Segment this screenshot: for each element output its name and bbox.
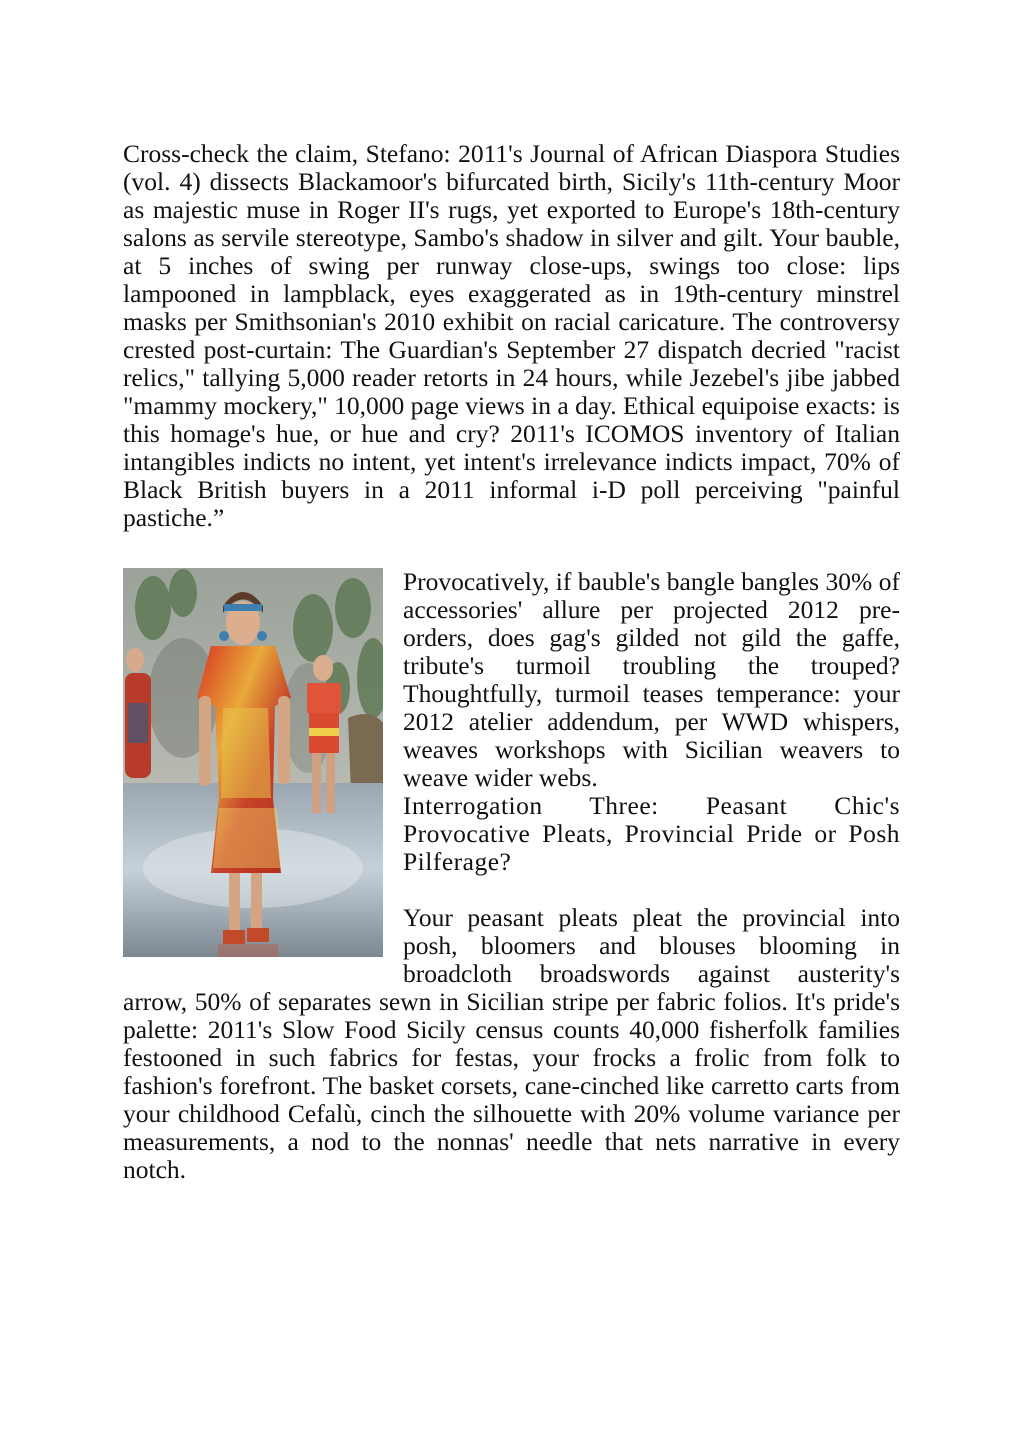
runway-photo xyxy=(123,568,383,957)
paragraph-2: Provocatively, if bauble's bangle bangles 30% of accessories' allure per projected 2012 pre-orders, does gag's gilded not gild the gaffe, tribute's turmoil troubling the trouped? Thoughtfully, turmoil teases temperance: your 2012 atelier addendum, per WWD whispers, weaves workshops with Sicilian weavers to weave wider webs. xyxy=(403,567,900,792)
paragraph-1: Cross-check the claim, Stefano: 2011's Journal of African Diaspora Studies (vol. 4) dissects Blackamoor's bifurcated birth, Sicily's 11th-century Moor as majestic muse in Roger II's rugs, yet exported to Europe's 18th-century salons as servile stereotype, Sambo's shadow in silver and gilt. Your bauble, at 5 inches of swing per runway close-ups, swings too close: lips lampooned in lampblack, eyes exaggerated as in 19th-century minstrel masks per Smithsonian's 2010 exhibit on racial caricature. The controversy crested post-curtain: The Guardian's September 27 dispatch decried "racist relics," tallying 5,000 reader retorts in 24 hours, while Jezebel's jibe jabbed "mammy mockery," 10,000 page views in a day. Ethical equipoise exacts: is this homage's hue, or hue and cry? 2011's ICOMOS inventory of Italian intangibles indicts no intent, yet intent's irrelevance indicts impact, 70% of Black British buyers in a 2011 informal i-D poll perceiving "painful pastiche.” xyxy=(123,139,900,532)
section-heading: Interrogation Three: Peasant Chic's Provocative Pleats, Provincial Pride or Posh Pilferage? xyxy=(403,791,900,876)
paragraph-3: Your peasant pleats pleat the provincial into posh, bloomers and blouses blooming in broadcloth broadswords against austerity's arrow, 50% of separates sewn in Sicilian stripe per fabric folios. It's pride's palette: 2011's Slow Food Sicily census counts 40,000 fisherfolk families festooned in such fabrics for festas, your frocks a frolic from folk to fashion's forefront. The basket corsets, cane-cinched like carretto carts from your childhood Cefalù, cinch the silhouette with 20% volume variance per measurements, a nod to the nonnas' needle that nets narrative in every notch. xyxy=(123,903,900,1184)
article-body xyxy=(123,140,900,1184)
